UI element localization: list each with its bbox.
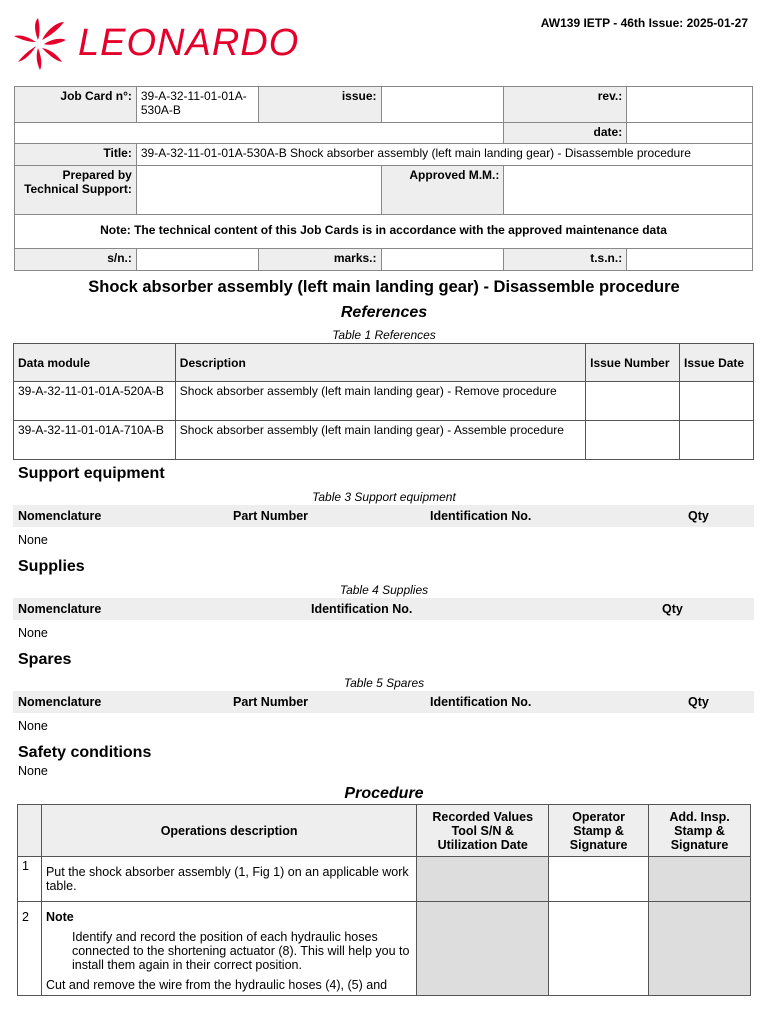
- support-equipment-caption: Table 3 Support equipment: [312, 490, 456, 504]
- col-identification: Identification No.: [311, 602, 413, 616]
- tsn-field[interactable]: [627, 249, 753, 271]
- supplies-title: Supplies: [18, 558, 85, 575]
- col-nomenclature: Nomenclature: [18, 509, 102, 523]
- step-note-text: Identify and record the position of each hydraulic hoses connected to the shortening actuator (8). This will help you to install them again in their correct position.: [71, 930, 410, 972]
- ref-header-issue-number: Issue Number: [586, 344, 680, 382]
- marks-field[interactable]: [381, 249, 504, 271]
- table-row: [14, 421, 754, 460]
- step-text: [41, 902, 416, 996]
- support-equipment-title: Support equipment: [18, 465, 165, 482]
- page-header: [0, 0, 768, 80]
- supplies-value: None: [18, 626, 48, 640]
- spares-caption: Table 5 Spares: [343, 676, 425, 690]
- leonardo-logo-icon: [14, 16, 66, 72]
- proc-header-add-insp: Add. Insp. Stamp & Signature: [649, 805, 751, 857]
- references-caption: Table 1 References: [332, 328, 436, 342]
- step-number: 1: [18, 857, 42, 902]
- issue-label: issue:: [258, 87, 381, 123]
- approved-field[interactable]: [504, 166, 753, 215]
- references-table: [13, 343, 754, 460]
- job-card-note: Note: The technical content of this Job Cards is in accordance with the approved maintenance data: [15, 215, 753, 249]
- job-card-table: [14, 86, 753, 271]
- rev-field[interactable]: [627, 87, 753, 123]
- ref-header-issue-date: Issue Date: [680, 344, 754, 382]
- table-row: [18, 902, 751, 996]
- col-qty: Qty: [688, 509, 709, 523]
- title-label: Title:: [15, 144, 137, 166]
- brand-name: LEONARDO: [78, 22, 300, 64]
- procedure-table: [17, 804, 751, 996]
- references-title: References: [340, 304, 428, 321]
- main-title: Shock absorber assembly (left main landing gear) - Disassemble procedure: [88, 278, 680, 296]
- support-equipment-header: [13, 505, 754, 527]
- date-label: date:: [504, 123, 627, 144]
- spares-header: [13, 691, 754, 713]
- step-note-label: Note: [45, 910, 74, 924]
- procedure-title: Procedure: [344, 785, 424, 802]
- job-card-value: 39-A-32-11-01-01A-530A-B: [136, 87, 258, 123]
- table-row: [18, 857, 751, 902]
- marks-label: marks.:: [258, 249, 381, 271]
- add-insp-stamp-cell[interactable]: [649, 857, 751, 902]
- ref-description: Shock absorber assembly (left main landing gear) - Assemble procedure: [175, 421, 585, 460]
- step-instruction: Cut and remove the wire from the hydraulic hoses (4), (5) and: [45, 978, 388, 992]
- sn-field[interactable]: [136, 249, 258, 271]
- ref-description: Shock absorber assembly (left main landing gear) - Remove procedure: [175, 382, 585, 421]
- spares-value: None: [18, 719, 48, 733]
- ref-module: 39-A-32-11-01-01A-520A-B: [14, 382, 176, 421]
- ref-header-description: Description: [175, 344, 585, 382]
- approved-label: Approved M.M.:: [381, 166, 504, 215]
- brand-logo: [14, 14, 334, 74]
- step-text: Put the shock absorber assembly (1, Fig 1) on an applicable work table.: [41, 857, 416, 902]
- safety-value: None: [18, 764, 48, 778]
- job-card-label: Job Card n°:: [15, 87, 137, 123]
- proc-header-operations: Operations description: [41, 805, 416, 857]
- table-row: [14, 382, 754, 421]
- document-id: AW139 IETP - 46th Issue: 2025-01-27: [540, 16, 748, 30]
- recorded-values-cell[interactable]: [417, 857, 549, 902]
- proc-header-operator: Operator Stamp & Signature: [549, 805, 649, 857]
- issue-field[interactable]: [381, 87, 504, 123]
- support-equipment-value: None: [18, 533, 48, 547]
- step-number: 2: [18, 902, 42, 996]
- col-part-number: Part Number: [233, 695, 309, 709]
- prepared-label: Prepared by Technical Support:: [15, 166, 137, 215]
- col-identification: Identification No.: [430, 695, 532, 709]
- spares-title: Spares: [18, 651, 72, 668]
- rev-label: rev.:: [504, 87, 627, 123]
- prepared-field[interactable]: [136, 166, 381, 215]
- proc-header-recorded: Recorded Values Tool S/N & Utilization Date: [417, 805, 549, 857]
- add-insp-stamp-cell[interactable]: [649, 902, 751, 996]
- col-identification: Identification No.: [430, 509, 532, 523]
- col-part-number: Part Number: [233, 509, 309, 523]
- ref-header-module: Data module: [14, 344, 176, 382]
- sn-label: s/n.:: [15, 249, 137, 271]
- blank-row-cell: [15, 123, 504, 144]
- supplies-header: [13, 598, 754, 620]
- title-value: 39-A-32-11-01-01A-530A-B Shock absorber assembly (left main landing gear) - Disassemble procedure: [136, 144, 752, 166]
- col-qty: Qty: [688, 695, 709, 709]
- operator-stamp-cell[interactable]: [549, 902, 649, 996]
- safety-title: Safety conditions: [18, 744, 152, 761]
- col-nomenclature: Nomenclature: [18, 695, 102, 709]
- ref-module: 39-A-32-11-01-01A-710A-B: [14, 421, 176, 460]
- col-qty: Qty: [662, 602, 683, 616]
- tsn-label: t.s.n.:: [504, 249, 627, 271]
- operator-stamp-cell[interactable]: [549, 857, 649, 902]
- recorded-values-cell[interactable]: [417, 902, 549, 996]
- date-field[interactable]: [627, 123, 753, 144]
- supplies-caption: Table 4 Supplies: [339, 583, 429, 597]
- col-nomenclature: Nomenclature: [18, 602, 102, 616]
